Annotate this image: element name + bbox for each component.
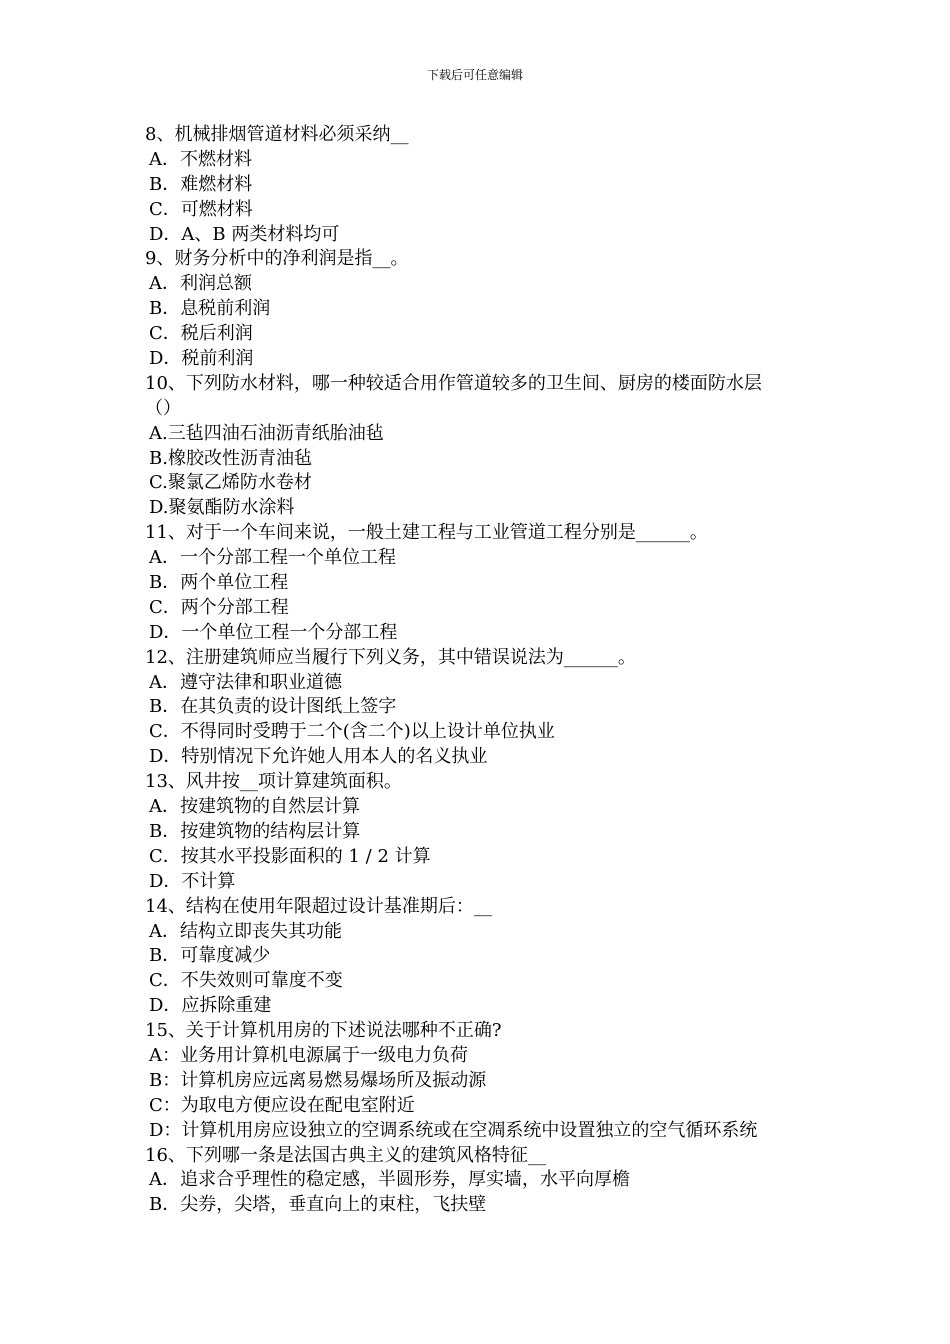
option-b: B．按建筑物的结构层计算 — [149, 820, 361, 842]
option-c: C．按其水平投影面积的 1 / 2 计算 — [149, 845, 431, 867]
question-text: 10、下列防水材料，哪一种较适合用作管道较多的卫生间、厨房的楼面防水层 — [145, 372, 762, 394]
option-b: B．两个单位工程 — [149, 572, 289, 594]
option-c: C．可燃材料 — [149, 198, 253, 220]
option-b: B．在其负责的设计图纸上签字 — [149, 696, 397, 718]
option-b: B．难燃材料 — [149, 173, 253, 195]
option-d: D：计算机用房应设独立的空调系统或在空凋系统中设置独立的空气循环系统 — [149, 1119, 758, 1141]
option-c: C．不得同时受聘于二个(含二个)以上设计单位执业 — [149, 721, 555, 743]
page-header: 下载后可任意编辑 — [426, 68, 523, 82]
option-a: A：业务用计算机电源属于一级电力负荷 — [149, 1044, 468, 1066]
question-text: 14、结构在使用年限超过设计基准期后：__ — [145, 895, 492, 917]
option-d: D．应拆除重建 — [149, 995, 272, 1017]
question-16 — [145, 1144, 825, 1219]
option-d: D．特别情况下允许她人用本人的名义执业 — [149, 746, 488, 768]
option-c: C．两个分部工程 — [149, 596, 289, 618]
option-b: B．尖券，尖塔，垂直向上的束柱，飞扶壁 — [149, 1194, 487, 1216]
option-b: B.橡胶改性沥青油毡 — [149, 447, 312, 469]
document-body — [145, 123, 825, 1218]
option-a: A．遵守法律和职业道德 — [149, 671, 342, 693]
question-text: 11、对于一个车间来说，一般土建工程与工业管道工程分别是______。 — [145, 522, 708, 544]
question-text-continued: （） — [145, 397, 181, 419]
option-a: A.三毡四油石油沥青纸胎油毡 — [149, 422, 384, 444]
question-9 — [145, 247, 825, 371]
option-d: D．A、B 两类材料均可 — [149, 223, 340, 245]
option-a: A．利润总额 — [149, 273, 252, 295]
option-c: C．不失效则可靠度不变 — [149, 970, 343, 992]
option-d: D．税前利润 — [149, 348, 254, 370]
option-a: A．不燃材料 — [149, 148, 252, 170]
option-d: D．不计算 — [149, 870, 236, 892]
question-12 — [145, 646, 825, 770]
option-d: D.聚氨酯防水涂料 — [149, 497, 295, 519]
option-c: C：为取电方便应设在配电室附近 — [149, 1094, 415, 1116]
option-b: B：计算机房应远离易燃易爆场所及振动源 — [149, 1069, 487, 1091]
question-14 — [145, 895, 825, 1019]
option-d: D．一个单位工程一个分部工程 — [149, 621, 398, 643]
question-11 — [145, 521, 825, 645]
question-text: 12、注册建筑师应当履行下列义务，其中错误说法为______。 — [145, 646, 636, 668]
question-13 — [145, 770, 825, 894]
question-text: 13、风井按__项计算建筑面积。 — [145, 771, 402, 793]
question-text: 15、关于计算机用房的下述说法哪种不正确? — [145, 1020, 502, 1042]
option-a: A．结构立即丧失其功能 — [149, 920, 342, 942]
option-a: A．一个分部工程一个单位工程 — [149, 547, 396, 569]
option-a: A．按建筑物的自然层计算 — [149, 796, 360, 818]
question-8 — [145, 123, 825, 247]
option-c: C．税后利润 — [149, 323, 253, 345]
question-15 — [145, 1019, 825, 1143]
question-text: 16、下列哪一条是法国古典主义的建筑风格特征__ — [145, 1144, 546, 1166]
option-b: B．可靠度减少 — [149, 945, 271, 967]
option-b: B．息税前利润 — [149, 298, 271, 320]
option-a: A．追求合乎理性的稳定感，半圆形券，厚实墙，水平向厚檐 — [149, 1169, 630, 1191]
question-10 — [145, 372, 825, 521]
option-c: C.聚氯乙烯防水卷材 — [149, 472, 312, 494]
question-text: 8、机械排烟管道材料必须采纳__ — [145, 124, 409, 145]
question-text: 9、财务分析中的净利润是指__。 — [145, 248, 409, 270]
